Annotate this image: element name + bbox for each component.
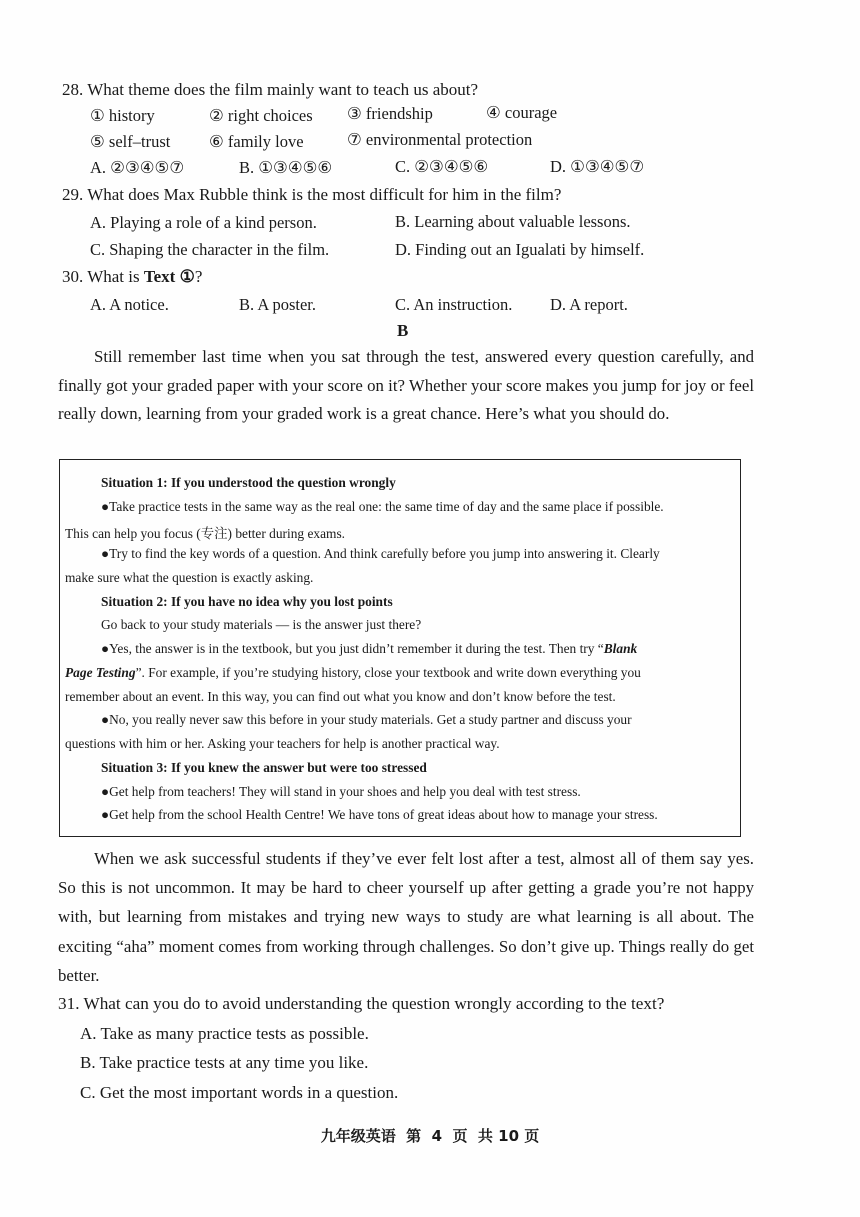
- q28-item: ④ courage: [486, 103, 558, 122]
- q30-option-b: B. A poster.: [239, 295, 317, 314]
- situation-1-title: Situation 1: If you understood the question wrongly: [101, 475, 396, 490]
- situation-2-tip-1-line-2-text: ”. For example, if you’re studying history, close your textbook and write down everything you: [135, 665, 641, 680]
- q28-item: ③ friendship: [347, 104, 433, 123]
- situation-3-tip-2: ●Get help from the school Health Centre! We have tons of great ideas about how to manage your stress.: [101, 807, 658, 822]
- q29-option-d: D. Finding out an Igualati by himself.: [395, 240, 645, 259]
- q30-stem-bold: Text ①: [143, 267, 195, 286]
- situation-2-tip-2-line-1: ●No, you really never saw this before in your study materials. Get a study partner and discuss your: [101, 712, 632, 727]
- q30-option-c: C. An instruction.: [395, 295, 513, 314]
- q30-option-d: D. A report.: [550, 295, 628, 314]
- section-b-closing: When we ask successful students if they’ve ever felt lost after a test, almost all of them say yes. So this is not uncommon. It may be hard to cheer yourself up after getting a grade you’re not happy with, but learning from mistakes and trying new ways to study are what learning is all about. The exciting “aha” moment comes from working through challenges. So don’t give up. Things really do get better.: [58, 849, 754, 985]
- q28-item: ⑦ environmental protection: [347, 130, 533, 149]
- situation-2-tip-1-line-1-text: ●Yes, the answer is in the textbook, but you just didn’t remember it during the test. Then try “: [101, 641, 604, 656]
- q28-option-d: D. ①③④⑤⑦: [550, 157, 645, 176]
- situation-1-tip-1-line-2: This can help you focus (专注) better during exams.: [65, 526, 346, 541]
- situation-1-tip-1-line-1: ●Take practice tests in the same way as the real one: the same time of day and the same place if possible.: [101, 499, 664, 514]
- question-29-stem: 29. What does Max Rubble think is the most difficult for him in the film?: [62, 185, 562, 204]
- situation-2-title: Situation 2: If you have no idea why you lost points: [101, 594, 393, 609]
- question-28-stem: 28. What theme does the film mainly want to teach us about?: [62, 80, 479, 99]
- tips-box: [59, 459, 741, 837]
- section-b-heading: B: [397, 321, 409, 340]
- situation-2-tip-2-line-2: questions with him or her. Asking your teachers for help is another practical way.: [65, 736, 500, 751]
- question-30-stem: [62, 267, 202, 287]
- q31-option-c: C. Get the most important words in a question.: [80, 1083, 399, 1102]
- q31-option-a: A. Take as many practice tests as possible.: [80, 1024, 369, 1043]
- blank-label: Blank: [603, 641, 638, 656]
- q30-stem-suffix: ?: [194, 267, 203, 286]
- q31-option-b: B. Take practice tests at any time you like.: [80, 1053, 369, 1072]
- question-31-stem: 31. What can you do to avoid understanding the question wrongly according to the text?: [58, 994, 665, 1013]
- q28-option-a: A. ②③④⑤⑦: [90, 158, 185, 177]
- page-footer: 九年级英语 第 4 页 共 10 页: [320, 1127, 540, 1145]
- q28-item: ⑥ family love: [209, 132, 304, 151]
- q28-option-b: B. ①③④⑤⑥: [239, 158, 333, 177]
- situation-2-intro: Go back to your study materials — is the answer just there?: [101, 617, 422, 632]
- page-testing-label: Page Testing: [65, 665, 136, 680]
- situation-2-tip-1-line-3: remember about an event. In this way, you can find out what you know and don’t know before the test.: [65, 689, 616, 704]
- q29-option-c: C. Shaping the character in the film.: [90, 240, 330, 259]
- situation-3-tip-1: ●Get help from teachers! They will stand in your shoes and help you deal with test stress.: [101, 784, 581, 799]
- situation-1-tip-2-line-2: make sure what the question is exactly asking.: [65, 570, 314, 585]
- q28-option-c: C. ②③④⑤⑥: [395, 157, 489, 176]
- section-b-intro: Still remember last time when you sat through the test, answered every question carefully, and finally got your graded paper with your score on it? Whether your score makes you jump for joy or feel really down, learning from your graded work is a great chance. Here’s what you should do.: [58, 347, 754, 423]
- q29-option-b: B. Learning about valuable lessons.: [395, 212, 631, 231]
- q28-item: ② right choices: [209, 106, 313, 125]
- situation-2-tip-1-line-2: [65, 665, 641, 681]
- situation-3-title: Situation 3: If you knew the answer but were too stressed: [101, 760, 427, 775]
- q30-option-a: A. A notice.: [90, 295, 169, 314]
- q28-item: ① history: [90, 106, 155, 125]
- q29-option-a: A. Playing a role of a kind person.: [90, 213, 317, 232]
- situation-2-tip-1-line-1: [101, 641, 637, 657]
- q30-stem-prefix: 30. What is: [62, 267, 144, 286]
- situation-1-tip-2-line-1: ●Try to find the key words of a question. And think carefully before you jump into answering it. Clearly: [101, 546, 660, 561]
- q28-item: ⑤ self–trust: [90, 132, 171, 151]
